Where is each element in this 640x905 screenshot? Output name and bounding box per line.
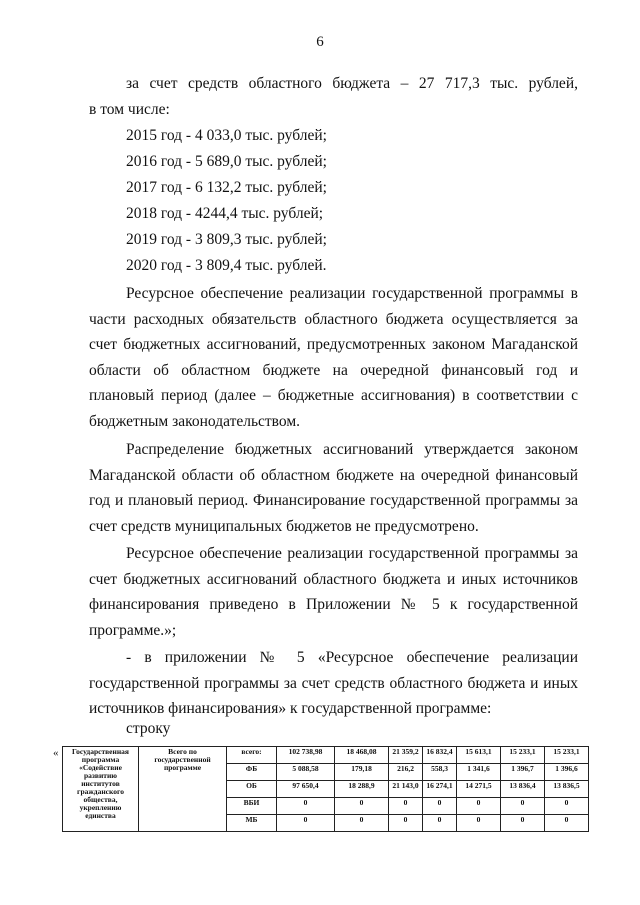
source-cell: ОБ [227, 781, 277, 798]
value-cell: 18 288,9 [335, 781, 389, 798]
paragraph-distribution: Распределение бюджетных ассигнований утверждается законом Магаданской области об областном бюджете на очередной финансовый год и плановый период. Финансирование государственной программы за счет средств муниципальных бюджетов не предусмотрено. [89, 441, 578, 535]
table-row [63, 747, 589, 764]
value-cell: 14 271,5 [457, 781, 501, 798]
value-cell: 18 468,08 [335, 747, 389, 764]
value-cell: 21 143,0 [389, 781, 423, 798]
program-name-cell: Государственная программа «Содействие развитию институтов гражданского общества, укреплению единства [63, 747, 139, 832]
year-line: 2018 год - 4244,4 тыс. рублей; [126, 205, 324, 222]
value-cell: 1 396,6 [545, 764, 589, 781]
value-cell: 216,2 [389, 764, 423, 781]
value-cell: 0 [457, 815, 501, 832]
financing-table [62, 746, 589, 832]
value-cell: 15 233,1 [501, 747, 545, 764]
value-cell: 13 836,5 [545, 781, 589, 798]
stroku-label: строку [126, 720, 171, 737]
value-cell: 0 [423, 815, 457, 832]
value-cell: 0 [389, 815, 423, 832]
value-cell: 0 [335, 798, 389, 815]
value-cell: 179,18 [335, 764, 389, 781]
year-line: 2015 год - 4 033,0 тыс. рублей; [126, 127, 327, 144]
value-cell: 0 [277, 815, 335, 832]
paragraph-resource-provision: Ресурсное обеспечение реализации государственной программы в части расходных обязательств областного бюджета осуществляется за счет бюджетных ассигнований, предусмотренных законом Магаданской области об областном бюджете на очередной финансовый год и плановый период (далее – бюджетные ассигнования) в соответствии с бюджетным законодательством. [89, 285, 578, 430]
value-cell: 0 [423, 798, 457, 815]
opening-quote: « [53, 747, 59, 759]
value-cell: 21 359,2 [389, 747, 423, 764]
paragraph-appendix-5-change: - в приложении № 5 «Ресурсное обеспечение реализации государственной программы за счет средств областного бюджета и иных источников финансирования» к государственной программе: [89, 649, 578, 717]
value-cell: 16 274,1 [423, 781, 457, 798]
source-cell: МБ [227, 815, 277, 832]
value-cell: 1 341,6 [457, 764, 501, 781]
value-cell: 0 [389, 798, 423, 815]
value-cell: 16 832,4 [423, 747, 457, 764]
intro-line-2: в том числе: [89, 101, 170, 118]
year-line: 2019 год - 3 809,3 тыс. рублей; [126, 231, 327, 248]
value-cell: 0 [501, 815, 545, 832]
source-cell: всего: [227, 747, 277, 764]
year-line: 2016 год - 5 689,0 тыс. рублей; [126, 153, 327, 170]
value-cell: 15 613,1 [457, 747, 501, 764]
value-cell: 0 [545, 815, 589, 832]
total-label-cell: Всего по государственной программе [139, 747, 227, 832]
year-line: 2020 год - 3 809,4 тыс. рублей. [126, 257, 327, 274]
value-cell: 558,3 [423, 764, 457, 781]
value-cell: 15 233,1 [545, 747, 589, 764]
value-cell: 13 836,4 [501, 781, 545, 798]
intro-line-1: за счет средств областного бюджета – 27 717,3 тыс. рублей, [126, 75, 578, 92]
value-cell: 0 [545, 798, 589, 815]
year-line: 2017 год - 6 132,2 тыс. рублей; [126, 179, 327, 196]
value-cell: 0 [457, 798, 501, 815]
value-cell: 5 088,58 [277, 764, 335, 781]
paragraph-appendix-reference: Ресурсное обеспечение реализации государственной программы за счет бюджетных ассигнований областного бюджета и иных источников финансирования приведено в Приложении № 5 к государственной программе.»; [89, 545, 578, 639]
value-cell: 97 650,4 [277, 781, 335, 798]
value-cell: 1 396,7 [501, 764, 545, 781]
value-cell: 0 [277, 798, 335, 815]
source-cell: ФБ [227, 764, 277, 781]
value-cell: 102 738,98 [277, 747, 335, 764]
page-number: 6 [316, 34, 324, 50]
value-cell: 0 [335, 815, 389, 832]
value-cell: 0 [501, 798, 545, 815]
source-cell: ВБИ [227, 798, 277, 815]
